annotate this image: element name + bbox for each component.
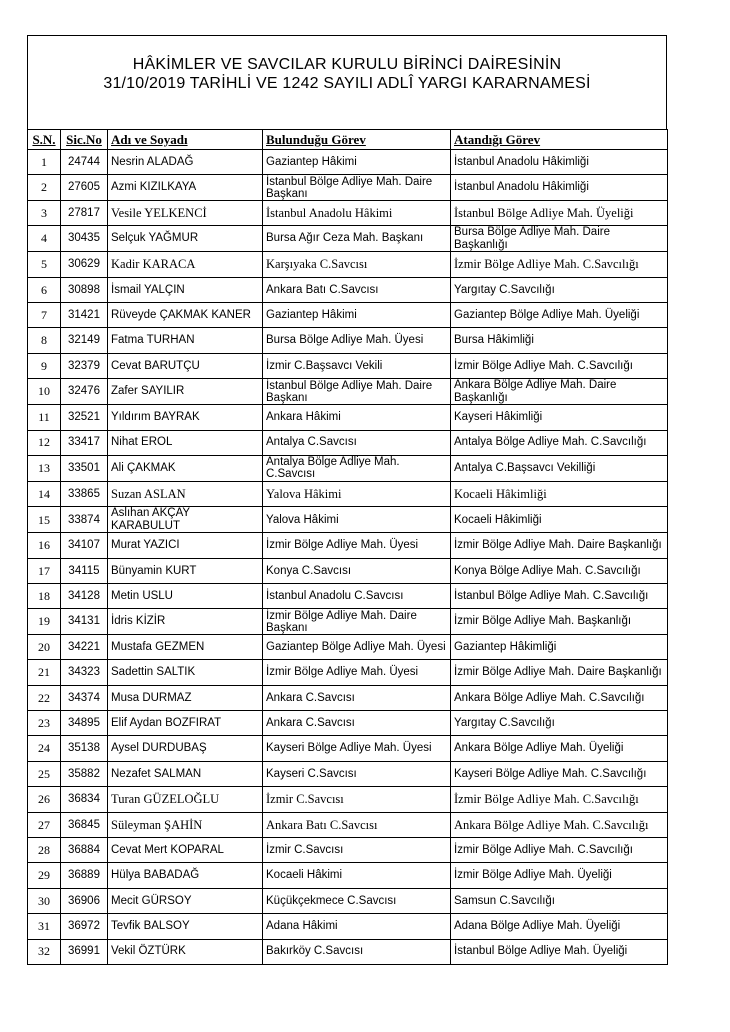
table-row <box>28 302 668 327</box>
table-row <box>28 863 668 888</box>
row-sn: 10 <box>28 379 61 405</box>
row-current-post: Bursa Ağır Ceza Mah. Başkanı <box>263 226 451 252</box>
table-row <box>28 634 668 659</box>
row-sn: 7 <box>28 302 61 327</box>
row-assigned-post: İstanbul Bölge Adliye Mah. Üyeliği <box>451 200 668 225</box>
row-assigned-post: Kocaeli Hâkimliği <box>451 481 668 506</box>
table-row <box>28 914 668 939</box>
table-row <box>28 660 668 685</box>
row-assigned-post: İzmir Bölge Adliye Mah. Daire Başkanlığı <box>451 660 668 685</box>
row-sn: 12 <box>28 430 61 455</box>
table-row <box>28 200 668 225</box>
row-sicil-no: 30629 <box>61 252 108 277</box>
row-assigned-post: Ankara Bölge Adliye Mah. C.Savcılığı <box>451 812 668 837</box>
row-sn: 1 <box>28 150 61 175</box>
row-current-post: Gaziantep Hâkimi <box>263 302 451 327</box>
row-sn: 8 <box>28 328 61 353</box>
row-name: Azmi KIZILKAYA <box>108 175 263 200</box>
row-sn: 25 <box>28 761 61 786</box>
row-current-post: Yalova Hâkimi <box>263 507 451 533</box>
row-current-post: Konya C.Savcısı <box>263 558 451 583</box>
row-sicil-no: 36889 <box>61 863 108 888</box>
row-assigned-post: Kocaeli Hâkimliği <box>451 507 668 533</box>
row-current-post: İzmir C.Başsavcı Vekili <box>263 353 451 378</box>
row-sn: 15 <box>28 507 61 533</box>
row-name: Nezafet SALMAN <box>108 761 263 786</box>
table-row <box>28 584 668 609</box>
row-sn: 31 <box>28 914 61 939</box>
row-name: Aslıhan AKÇAY KARABULUT <box>108 507 263 533</box>
row-sicil-no: 34128 <box>61 584 108 609</box>
table-row <box>28 277 668 302</box>
table-row <box>28 812 668 837</box>
row-assigned-post: Bursa Hâkimliği <box>451 328 668 353</box>
table-body <box>28 150 668 965</box>
row-name: Cevat BARUTÇU <box>108 353 263 378</box>
row-assigned-post: Antalya C.Başsavcı Vekilliği <box>451 455 668 481</box>
row-assigned-post: Yargıtay C.Savcılığı <box>451 711 668 736</box>
row-assigned-post: Kayseri Hâkimliği <box>451 405 668 430</box>
row-name: Bünyamin KURT <box>108 558 263 583</box>
row-name: İsmail YALÇIN <box>108 277 263 302</box>
table-row <box>28 455 668 481</box>
row-sicil-no: 27605 <box>61 175 108 200</box>
row-current-post: İstanbul Anadolu C.Savcısı <box>263 584 451 609</box>
row-assigned-post: Gaziantep Hâkimliği <box>451 634 668 659</box>
row-sn: 4 <box>28 226 61 252</box>
row-current-post: Kayseri Bölge Adliye Mah. Üyesi <box>263 736 451 761</box>
row-current-post: Ankara Hâkimi <box>263 405 451 430</box>
row-name: Elif Aydan BOZFIRAT <box>108 711 263 736</box>
row-name: Yıldırım BAYRAK <box>108 405 263 430</box>
row-sicil-no: 34115 <box>61 558 108 583</box>
row-name: Nesrin ALADAĞ <box>108 150 263 175</box>
row-assigned-post: Yargıtay C.Savcılığı <box>451 277 668 302</box>
row-assigned-post: İzmir Bölge Adliye Mah. C.Savcılığı <box>451 252 668 277</box>
row-sicil-no: 32379 <box>61 353 108 378</box>
row-sn: 30 <box>28 888 61 913</box>
row-sn: 28 <box>28 837 61 862</box>
row-sicil-no: 36845 <box>61 812 108 837</box>
row-sn: 13 <box>28 455 61 481</box>
row-current-post: İzmir C.Savcısı <box>263 837 451 862</box>
row-assigned-post: İstanbul Anadolu Hâkimliği <box>451 175 668 200</box>
row-assigned-post: Konya Bölge Adliye Mah. C.Savcılığı <box>451 558 668 583</box>
row-current-post: İstanbul Bölge Adliye Mah. Daire Başkanı <box>263 379 451 405</box>
row-current-post: Karşıyaka C.Savcısı <box>263 252 451 277</box>
row-current-post: İstanbul Anadolu Hâkimi <box>263 200 451 225</box>
table-row <box>28 353 668 378</box>
row-assigned-post: Ankara Bölge Adliye Mah. Üyeliği <box>451 736 668 761</box>
row-name: Aysel DURDUBAŞ <box>108 736 263 761</box>
row-name: Musa DURMAZ <box>108 685 263 710</box>
decree-document <box>27 35 667 965</box>
row-assigned-post: Bursa Bölge Adliye Mah. Daire Başkanlığı <box>451 226 668 252</box>
table-row <box>28 787 668 812</box>
table-row <box>28 939 668 964</box>
table-row <box>28 252 668 277</box>
row-sicil-no: 34221 <box>61 634 108 659</box>
header-sicil-no: Sic.No <box>61 130 108 150</box>
row-sn: 16 <box>28 533 61 558</box>
row-sicil-no: 32149 <box>61 328 108 353</box>
row-assigned-post: Gaziantep Bölge Adliye Mah. Üyeliği <box>451 302 668 327</box>
row-name: Selçuk YAĞMUR <box>108 226 263 252</box>
row-name: Kadir KARACA <box>108 252 263 277</box>
row-sicil-no: 36834 <box>61 787 108 812</box>
row-sicil-no: 32476 <box>61 379 108 405</box>
row-sicil-no: 30435 <box>61 226 108 252</box>
table-row <box>28 328 668 353</box>
row-sn: 6 <box>28 277 61 302</box>
row-sn: 9 <box>28 353 61 378</box>
row-name: Turan GÜZELOĞLU <box>108 787 263 812</box>
row-assigned-post: Samsun C.Savcılığı <box>451 888 668 913</box>
row-current-post: Kayseri C.Savcısı <box>263 761 451 786</box>
row-assigned-post: Ankara Bölge Adliye Mah. Daire Başkanlığı <box>451 379 668 405</box>
table-row <box>28 405 668 430</box>
row-sn: 29 <box>28 863 61 888</box>
row-sn: 23 <box>28 711 61 736</box>
row-assigned-post: Adana Bölge Adliye Mah. Üyeliği <box>451 914 668 939</box>
row-sn: 20 <box>28 634 61 659</box>
table-row <box>28 888 668 913</box>
row-current-post: Adana Hâkimi <box>263 914 451 939</box>
document-title-line-1: HÂKİMLER VE SAVCILAR KURULU BİRİNCİ DAİRESİNİN <box>132 56 562 73</box>
row-sicil-no: 33417 <box>61 430 108 455</box>
row-name: Fatma TURHAN <box>108 328 263 353</box>
row-sicil-no: 30898 <box>61 277 108 302</box>
row-current-post: Antalya C.Savcısı <box>263 430 451 455</box>
header-name: Adı ve Soyadı <box>108 130 263 150</box>
row-sn: 18 <box>28 584 61 609</box>
row-name: Zafer SAYILIR <box>108 379 263 405</box>
row-current-post: Antalya Bölge Adliye Mah. C.Savcısı <box>263 455 451 481</box>
row-current-post: Gaziantep Hâkimi <box>263 150 451 175</box>
row-current-post: Ankara Batı C.Savcısı <box>263 812 451 837</box>
document-title-line-2: 31/10/2019 TARİHLİ VE 1242 SAYILI ADLÎ YARGI KARARNAMESİ <box>103 75 591 92</box>
row-sicil-no: 36884 <box>61 837 108 862</box>
row-sn: 5 <box>28 252 61 277</box>
row-sn: 3 <box>28 200 61 225</box>
row-sn: 19 <box>28 609 61 634</box>
row-current-post: Ankara C.Savcısı <box>263 685 451 710</box>
table-row <box>28 507 668 533</box>
row-name: Mecit GÜRSOY <box>108 888 263 913</box>
header-assigned-post: Atandığı Görev <box>451 130 668 150</box>
row-sicil-no: 34323 <box>61 660 108 685</box>
table-row <box>28 533 668 558</box>
row-current-post: Küçükçekmece C.Savcısı <box>263 888 451 913</box>
row-name: Hülya BABADAĞ <box>108 863 263 888</box>
row-sn: 22 <box>28 685 61 710</box>
row-current-post: İzmir C.Savcısı <box>263 787 451 812</box>
row-sn: 32 <box>28 939 61 964</box>
row-current-post: Yalova Hâkimi <box>263 481 451 506</box>
row-name: Tevfik BALSOY <box>108 914 263 939</box>
row-sicil-no: 34895 <box>61 711 108 736</box>
row-assigned-post: Antalya Bölge Adliye Mah. C.Savcılığı <box>451 430 668 455</box>
table-row <box>28 226 668 252</box>
row-current-post: Ankara C.Savcısı <box>263 711 451 736</box>
table-row <box>28 481 668 506</box>
row-assigned-post: İzmir Bölge Adliye Mah. Başkanlığı <box>451 609 668 634</box>
row-sn: 26 <box>28 787 61 812</box>
row-name: İdris KİZİR <box>108 609 263 634</box>
row-current-post: İzmir Bölge Adliye Mah. Üyesi <box>263 660 451 685</box>
table-row <box>28 430 668 455</box>
row-sn: 21 <box>28 660 61 685</box>
row-sn: 17 <box>28 558 61 583</box>
row-sicil-no: 34107 <box>61 533 108 558</box>
row-sicil-no: 34131 <box>61 609 108 634</box>
row-sicil-no: 33501 <box>61 455 108 481</box>
row-name: Rüveyde ÇAKMAK KANER <box>108 302 263 327</box>
row-name: Mustafa GEZMEN <box>108 634 263 659</box>
row-assigned-post: İstanbul Anadolu Hâkimliği <box>451 150 668 175</box>
table-row <box>28 175 668 200</box>
row-sicil-no: 33865 <box>61 481 108 506</box>
row-sicil-no: 36906 <box>61 888 108 913</box>
row-name: Murat YAZICI <box>108 533 263 558</box>
row-sicil-no: 34374 <box>61 685 108 710</box>
table-row <box>28 150 668 175</box>
row-sicil-no: 24744 <box>61 150 108 175</box>
row-name: Nihat EROL <box>108 430 263 455</box>
row-name: Süleyman ŞAHİN <box>108 812 263 837</box>
row-name: Vesile YELKENCİ <box>108 200 263 225</box>
header-current-post: Bulunduğu Görev <box>263 130 451 150</box>
table-header-row <box>28 130 668 150</box>
row-current-post: Bakırköy C.Savcısı <box>263 939 451 964</box>
row-assigned-post: Ankara Bölge Adliye Mah. C.Savcılığı <box>451 685 668 710</box>
row-assigned-post: İzmir Bölge Adliye Mah. Üyeliği <box>451 863 668 888</box>
row-assigned-post: İzmir Bölge Adliye Mah. C.Savcılığı <box>451 787 668 812</box>
header-sn: S.N. <box>28 130 61 150</box>
table-row <box>28 761 668 786</box>
row-sicil-no: 36972 <box>61 914 108 939</box>
row-sicil-no: 27817 <box>61 200 108 225</box>
row-name: Metin USLU <box>108 584 263 609</box>
table-row <box>28 558 668 583</box>
title-box <box>27 35 667 129</box>
row-sicil-no: 36991 <box>61 939 108 964</box>
appointments-table <box>27 129 668 965</box>
row-assigned-post: İzmir Bölge Adliye Mah. C.Savcılığı <box>451 353 668 378</box>
row-sn: 2 <box>28 175 61 200</box>
row-sn: 24 <box>28 736 61 761</box>
row-assigned-post: Kayseri Bölge Adliye Mah. C.Savcılığı <box>451 761 668 786</box>
row-sn: 11 <box>28 405 61 430</box>
table-row <box>28 736 668 761</box>
row-current-post: Ankara Batı C.Savcısı <box>263 277 451 302</box>
row-current-post: Bursa Bölge Adliye Mah. Üyesi <box>263 328 451 353</box>
row-current-post: İzmir Bölge Adliye Mah. Daire Başkanı <box>263 609 451 634</box>
row-name: Vekil ÖZTÜRK <box>108 939 263 964</box>
row-assigned-post: İzmir Bölge Adliye Mah. C.Savcılığı <box>451 837 668 862</box>
row-sn: 27 <box>28 812 61 837</box>
row-assigned-post: İstanbul Bölge Adliye Mah. Üyeliği <box>451 939 668 964</box>
table-row <box>28 837 668 862</box>
row-assigned-post: İzmir Bölge Adliye Mah. Daire Başkanlığı <box>451 533 668 558</box>
row-current-post: Kocaeli Hâkimi <box>263 863 451 888</box>
row-sicil-no: 32521 <box>61 405 108 430</box>
row-sicil-no: 31421 <box>61 302 108 327</box>
row-current-post: İstanbul Bölge Adliye Mah. Daire Başkanı <box>263 175 451 200</box>
row-sicil-no: 35882 <box>61 761 108 786</box>
row-name: Cevat Mert KOPARAL <box>108 837 263 862</box>
row-name: Ali ÇAKMAK <box>108 455 263 481</box>
table-row <box>28 711 668 736</box>
row-name: Sadettin SALTIK <box>108 660 263 685</box>
table-row <box>28 685 668 710</box>
table-row <box>28 379 668 405</box>
row-sicil-no: 33874 <box>61 507 108 533</box>
row-assigned-post: İstanbul Bölge Adliye Mah. C.Savcılığı <box>451 584 668 609</box>
row-sn: 14 <box>28 481 61 506</box>
table-row <box>28 609 668 634</box>
row-name: Suzan ASLAN <box>108 481 263 506</box>
row-current-post: İzmir Bölge Adliye Mah. Üyesi <box>263 533 451 558</box>
row-current-post: Gaziantep Bölge Adliye Mah. Üyesi <box>263 634 451 659</box>
row-sicil-no: 35138 <box>61 736 108 761</box>
